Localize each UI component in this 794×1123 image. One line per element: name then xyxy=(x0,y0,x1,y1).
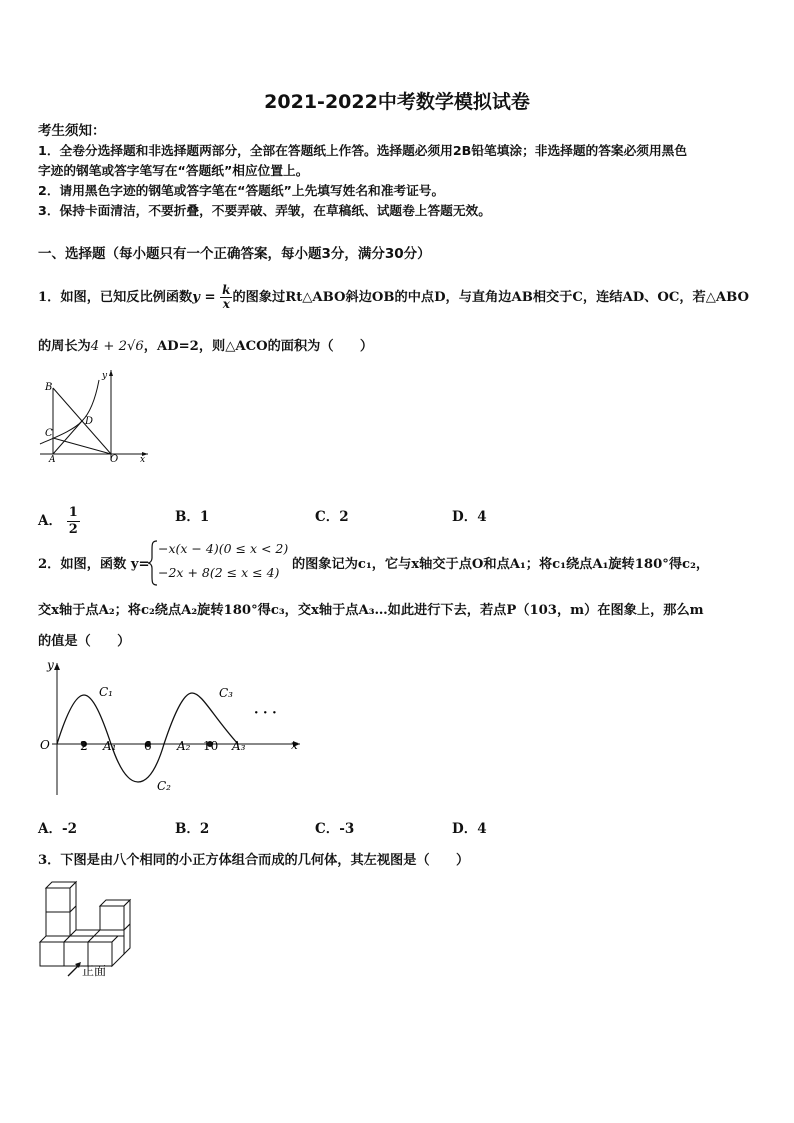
q2-piece-2: −2x + 8(2 ≤ x ≤ 4) xyxy=(158,565,280,580)
q1-line-1 xyxy=(38,284,749,311)
q1-text-c: 的周长为 xyxy=(38,339,91,354)
q1-perimeter: 4 + 2√6 xyxy=(90,339,144,354)
q2-option-b[interactable]: B．2 xyxy=(175,821,210,837)
notice-line-1: 1．全卷分选择题和非选择题两部分，全部在答题纸上作答。选择题必须用2B铅笔填涂；非选择题的答案必须用黑色 xyxy=(38,143,688,158)
q2-option-a[interactable]: A．-2 xyxy=(38,821,77,837)
q2-label-a3: A₃ xyxy=(232,739,246,753)
q2-option-d[interactable]: D．4 xyxy=(452,821,487,837)
q1-label-o: O xyxy=(110,454,119,462)
q2-text-b: 的图象记为c₁，它与x轴交于点O和点A₁；将c₁绕点A₁旋转180°得c₂， xyxy=(292,557,710,572)
q1-label-b: B xyxy=(45,382,53,393)
q2-label-c3: C₃ xyxy=(219,686,233,700)
q2-label-a1: A₁ xyxy=(103,739,117,753)
page-title: 2021-2022中考数学模拟试卷 xyxy=(264,91,530,113)
q1-func-y: y = xyxy=(192,290,216,305)
q2-tick-10: 10 xyxy=(203,739,219,753)
q3-figure xyxy=(36,878,146,978)
q3-cubes xyxy=(40,882,130,966)
q2-ellipsis: · · · xyxy=(254,706,277,721)
q2-option-c[interactable]: C．-3 xyxy=(315,821,355,837)
q3-front-label: 正面 xyxy=(82,964,107,978)
q1-option-a-frac xyxy=(67,505,80,538)
section-heading: 一、选择题（每小题只有一个正确答案，每小题3分，满分30分） xyxy=(38,246,431,262)
q1-label-y: y xyxy=(102,371,108,381)
q1-label-a: A xyxy=(49,455,56,462)
q1-figure xyxy=(36,366,152,462)
notice-line-3: 2．请用黑色字迹的钢笔或答字笔在“答题纸”上先填写姓名和准考证号。 xyxy=(38,183,445,198)
notice-line-2: 字迹的钢笔或答字笔写在“答题纸”相应位置上。 xyxy=(38,163,309,178)
notice-heading: 考生须知： xyxy=(38,123,106,139)
q1-line-2 xyxy=(38,337,373,357)
q1-option-a-label: A． xyxy=(38,513,62,529)
q1-frac-den: x xyxy=(222,297,230,311)
q1-frac-num: k xyxy=(222,283,231,297)
q1-text-a: 1．如图，已知反比例函数 xyxy=(38,290,193,305)
q2-curve xyxy=(57,693,238,782)
q1-text-b: 的图象过Rt△ABO斜边OB的中点D，与直角边AB相交于C，连结AD、OC，若△ABO xyxy=(232,290,749,305)
q1-label-c: C xyxy=(45,428,53,439)
q2-text-a: 2．如图，函数 y= xyxy=(38,557,150,572)
q1-fraction xyxy=(220,284,232,311)
q2-label-c2: C₂ xyxy=(157,779,171,793)
q1-option-a-num: 1 xyxy=(68,505,78,520)
q1-option-a-den: 2 xyxy=(68,522,78,537)
q1-segment-ad xyxy=(53,421,82,454)
q2-label-o: O xyxy=(40,738,50,752)
q1-option-a[interactable] xyxy=(38,505,80,538)
q1-option-d[interactable]: D．4 xyxy=(452,509,487,525)
q2-label-x: x xyxy=(291,738,298,752)
q1-option-c[interactable]: C．2 xyxy=(315,509,349,525)
q2-tick-6: 6 xyxy=(144,739,152,753)
q2-tick-2: 2 xyxy=(80,739,88,753)
q2-label-a2: A₂ xyxy=(177,739,191,753)
q2-text-c: 交x轴于点A₂；将c₂绕点A₂旋转180°得c₃，交x轴于点A₃…如此进行下去，若点P（103，m）在图象上，那么m xyxy=(38,603,704,618)
q1-y-arrow xyxy=(109,370,113,376)
q2-figure xyxy=(36,657,306,797)
notice-line-4: 3．保持卡面清洁，不要折叠，不要弄破、弄皱，在草稿纸、试题卷上答题无效。 xyxy=(38,203,491,218)
q2-piece-1: −x(x − 4)(0 ≤ x < 2) xyxy=(158,541,289,556)
q2-label-y: y xyxy=(47,658,54,672)
q2-label-c1: C₁ xyxy=(99,685,113,699)
q1-label-x: x xyxy=(140,455,146,462)
q3-text: 3．下图是由八个相同的小正方体组合而成的几何体，其左视图是（ ） xyxy=(38,853,470,868)
q1-text-d: ，AD=2，则△ACO的面积为（ ） xyxy=(143,339,374,354)
q2-y-arrow xyxy=(54,663,60,670)
q1-label-d: D xyxy=(85,416,94,427)
q1-option-b[interactable]: B．1 xyxy=(175,509,210,525)
q2-text-d: 的值是（ ） xyxy=(38,634,131,649)
q1-segment-oc xyxy=(53,438,111,454)
